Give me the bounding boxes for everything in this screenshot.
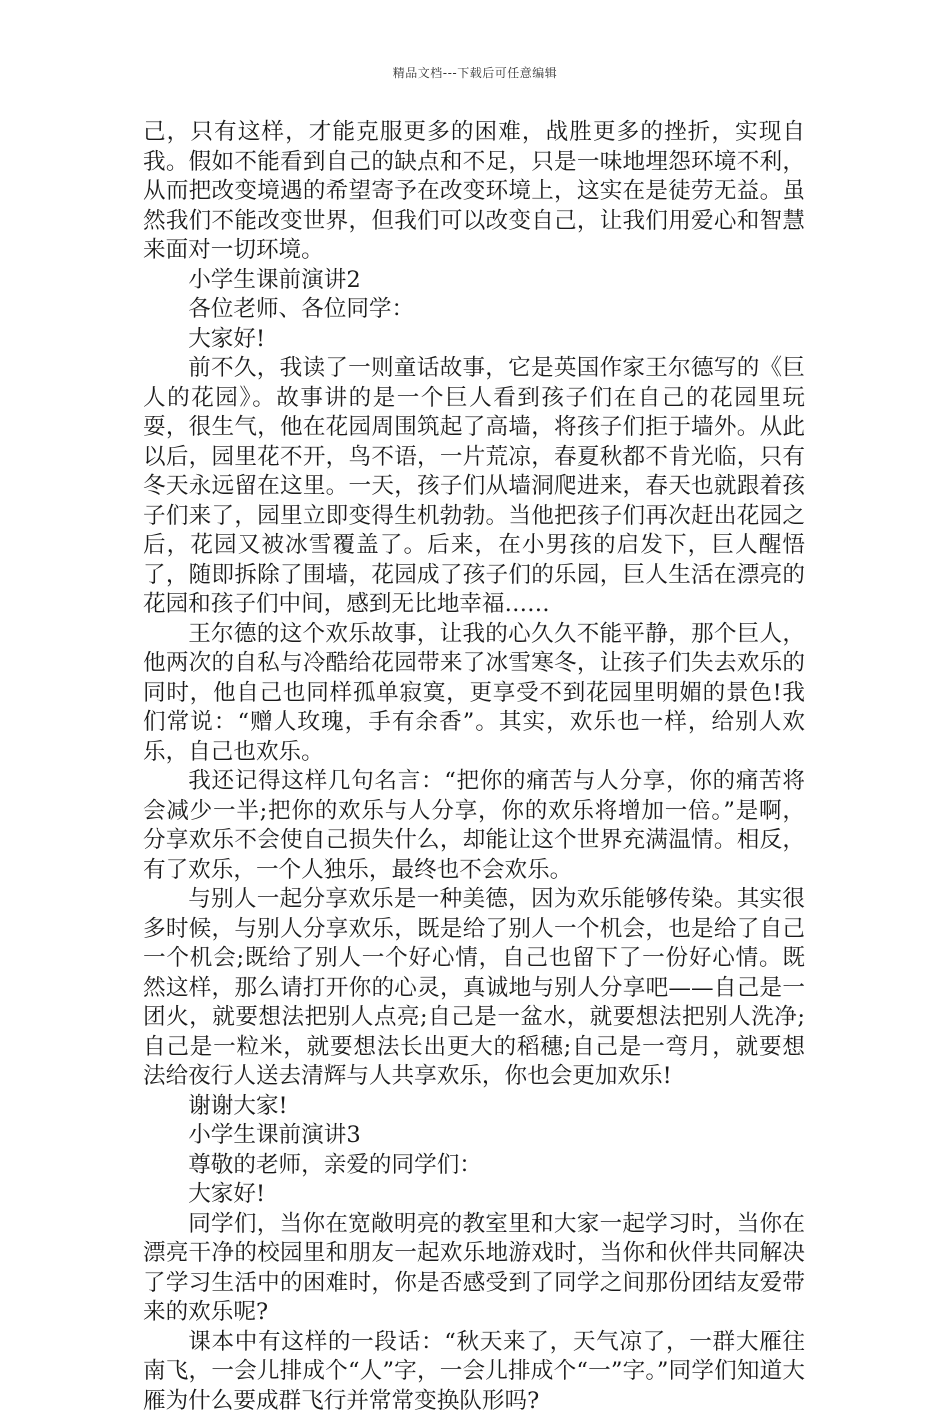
document-body [143,118,805,1416]
paragraph: 前不久，我读了一则童话故事，它是英国作家王尔德写的《巨人的花园》。故事讲的是一个巨人看到孩子们在自己的花园里玩耍，很生气，他在花园周围筑起了高墙，将孩子们拒于墙外。从此以后，园里花不开，鸟不语，一片荒凉，春夏秋都不肯光临，只有冬天永远留在这里。一天，孩子们从墙洞爬进来，春天也就跟着孩子们来了，园里立即变得生机勃勃。当他把孩子们再次赶出花园之后，花园又被冰雪覆盖了。后来，在小男孩的启发下，巨人醒悟了，随即拆除了围墙，花园成了孩子们的乐园，巨人生活在漂亮的花园和孩子们中间，感到无比地幸福…… [143,354,805,620]
paragraph: 同学们，当你在宽敞明亮的教室里和大家一起学习时，当你在漂亮干净的校园里和朋友一起欢乐地游戏时，当你和伙伴共同解决了学习生活中的困难时，你是否感受到了同学之间那份团结友爱带来的欢乐呢? [143,1210,805,1328]
salutation: 各位老师、各位同学： [143,295,805,325]
paragraph: 王尔德的这个欢乐故事，让我的心久久不能平静，那个巨人，他两次的自私与冷酷给花园带来了冰雪寒冬，让孩子们失去欢乐的同时，他自己也同样孤单寂寞，更享受不到花园里明媚的景色!我们常说：“赠人玫瑰，手有余香”。其实，欢乐也一样，给别人欢乐，自己也欢乐。 [143,620,805,768]
speech-3-title: 小学生课前演讲3 [143,1121,805,1151]
greeting: 大家好! [143,325,805,355]
closing: 谢谢大家! [143,1092,805,1122]
paragraph: 我还记得这样几句名言：“把你的痛苦与人分享，你的痛苦将会减少一半;把你的欢乐与人分享，你的欢乐将增加一倍。”是啊，分享欢乐不会使自己损失什么，却能让这个世界充满温情。相反，有了欢乐，一个人独乐，最终也不会欢乐。 [143,767,805,885]
page-header: 精品文档---下载后可任意编辑 [0,64,950,81]
paragraph: 与别人一起分享欢乐是一种美德，因为欢乐能够传染。其实很多时候，与别人分享欢乐，既是给了别人一个机会，也是给了自己一个机会;既给了别人一个好心情，自己也留下了一份好心情。既然这样，那么请打开你的心灵，真诚地与别人分享吧——自己是一团火，就要想法把别人点亮;自己是一盆水，就要想法把别人洗净;自己是一粒米，就要想法长出更大的稻穗;自己是一弯月，就要想法给夜行人送去清辉与人共享欢乐，你也会更加欢乐! [143,885,805,1092]
speech-2-title: 小学生课前演讲2 [143,266,805,296]
salutation: 尊敬的老师，亲爱的同学们： [143,1151,805,1181]
greeting: 大家好! [143,1180,805,1210]
paragraph: 课本中有这样的一段话：“秋天来了，天气凉了，一群大雁往南飞，一会儿排成个“人”字，一会儿排成个“一”字。”同学们知道大雁为什么要成群飞行并常常变换队形吗? [143,1328,805,1416]
paragraph-continuation: 己，只有这样，才能克服更多的困难，战胜更多的挫折，实现自我。假如不能看到自己的缺点和不足，只是一味地埋怨环境不利，从而把改变境遇的希望寄予在改变环境上，这实在是徒劳无益。虽然我们不能改变世界，但我们可以改变自己，让我们用爱心和智慧来面对一切环境。 [143,118,805,266]
